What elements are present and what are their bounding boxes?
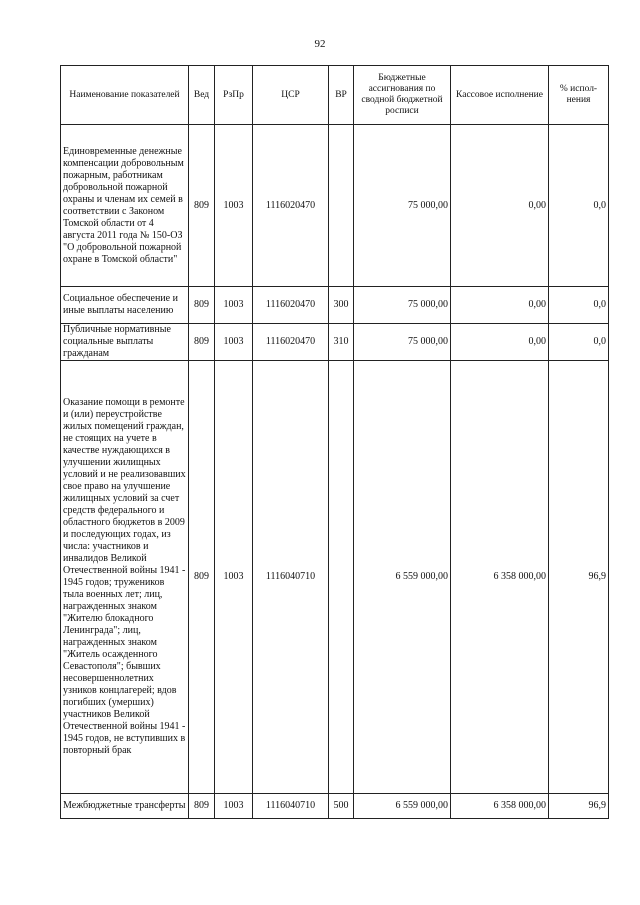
- row-csr: 1116020470: [253, 125, 329, 287]
- header-cash: Кассовое исполнение: [451, 66, 549, 125]
- header-budget: Бюджетные ассигнования по сводной бюджетной росписи: [354, 66, 451, 125]
- row-budget: 75 000,00: [354, 287, 451, 324]
- row-name: Оказание помощи в ремонте и (или) переустройстве жилых помещений граждан, не стоящих на учете в качестве нуждающихся в улучшении жилищных условий и не реализовавших свое право на улучшение жилищных условий за счет средств федерального и областного бюджетов в 2009 и последующих годах, из числа: участников и инвалидов Великой Отечественной войны 1941 - 1945 годов; тружеников тыла военных лет; лиц, награжденных знаком "Жителю блокадного Ленинграда"; лиц, награжденных знаком "Житель осажденного Севастополя"; бывших несовершеннолетних узников концлагерей; вдов погибших (умерших) участников Великой Отечественной войны 1941 - 1945 годов, не вступивших в повторный брак: [61, 361, 189, 794]
- row-name: Социальное обеспечение и иные выплаты населению: [61, 287, 189, 324]
- row-csr: 1116040710: [253, 794, 329, 819]
- row-name: Межбюджетные трансферты: [61, 794, 189, 819]
- row-percent: 96,9: [549, 361, 609, 794]
- row-ved: 809: [189, 125, 215, 287]
- row-csr: 1116040710: [253, 361, 329, 794]
- row-vr: 310: [329, 324, 354, 361]
- row-vr: 300: [329, 287, 354, 324]
- header-csr: ЦСР: [253, 66, 329, 125]
- row-ved: 809: [189, 287, 215, 324]
- row-budget: 6 559 000,00: [354, 361, 451, 794]
- header-vr: ВР: [329, 66, 354, 125]
- header-rzpr: РзПр: [215, 66, 253, 125]
- row-budget: 75 000,00: [354, 125, 451, 287]
- row-percent: 96,9: [549, 794, 609, 819]
- row-cash: 6 358 000,00: [451, 794, 549, 819]
- row-ved: 809: [189, 324, 215, 361]
- row-vr: [329, 125, 354, 287]
- row-ved: 809: [189, 794, 215, 819]
- table-row: [61, 287, 609, 324]
- row-rzpr: 1003: [215, 287, 253, 324]
- table-header-row: [61, 66, 609, 125]
- row-rzpr: 1003: [215, 794, 253, 819]
- header-ved: Вед: [189, 66, 215, 125]
- budget-execution-table: [60, 65, 609, 819]
- row-csr: 1116020470: [253, 287, 329, 324]
- header-name: Наименование показателей: [61, 66, 189, 125]
- row-vr: [329, 361, 354, 794]
- header-percent: % испол-нения: [549, 66, 609, 125]
- row-budget: 6 559 000,00: [354, 794, 451, 819]
- row-rzpr: 1003: [215, 125, 253, 287]
- row-csr: 1116020470: [253, 324, 329, 361]
- page-number: 92: [314, 38, 326, 50]
- row-cash: 0,00: [451, 287, 549, 324]
- row-percent: 0,0: [549, 125, 609, 287]
- row-vr: 500: [329, 794, 354, 819]
- row-name: Единовременные денежные компенсации добровольным пожарным, работникам добровольной пожарной охраны и членам их семей в соответствии с Законом Томской области от 4 августа 2011 года № 150-ОЗ "О добровольной пожарной охране в Томской области": [61, 125, 189, 287]
- row-cash: 6 358 000,00: [451, 361, 549, 794]
- table-row: [61, 361, 609, 794]
- row-ved: 809: [189, 361, 215, 794]
- table-row: [61, 125, 609, 287]
- table-row: [61, 324, 609, 361]
- row-rzpr: 1003: [215, 361, 253, 794]
- row-name: Публичные нормативные социальные выплаты гражданам: [61, 324, 189, 361]
- table-row: [61, 794, 609, 819]
- row-percent: 0,0: [549, 324, 609, 361]
- row-cash: 0,00: [451, 125, 549, 287]
- row-budget: 75 000,00: [354, 324, 451, 361]
- row-percent: 0,0: [549, 287, 609, 324]
- row-cash: 0,00: [451, 324, 549, 361]
- row-rzpr: 1003: [215, 324, 253, 361]
